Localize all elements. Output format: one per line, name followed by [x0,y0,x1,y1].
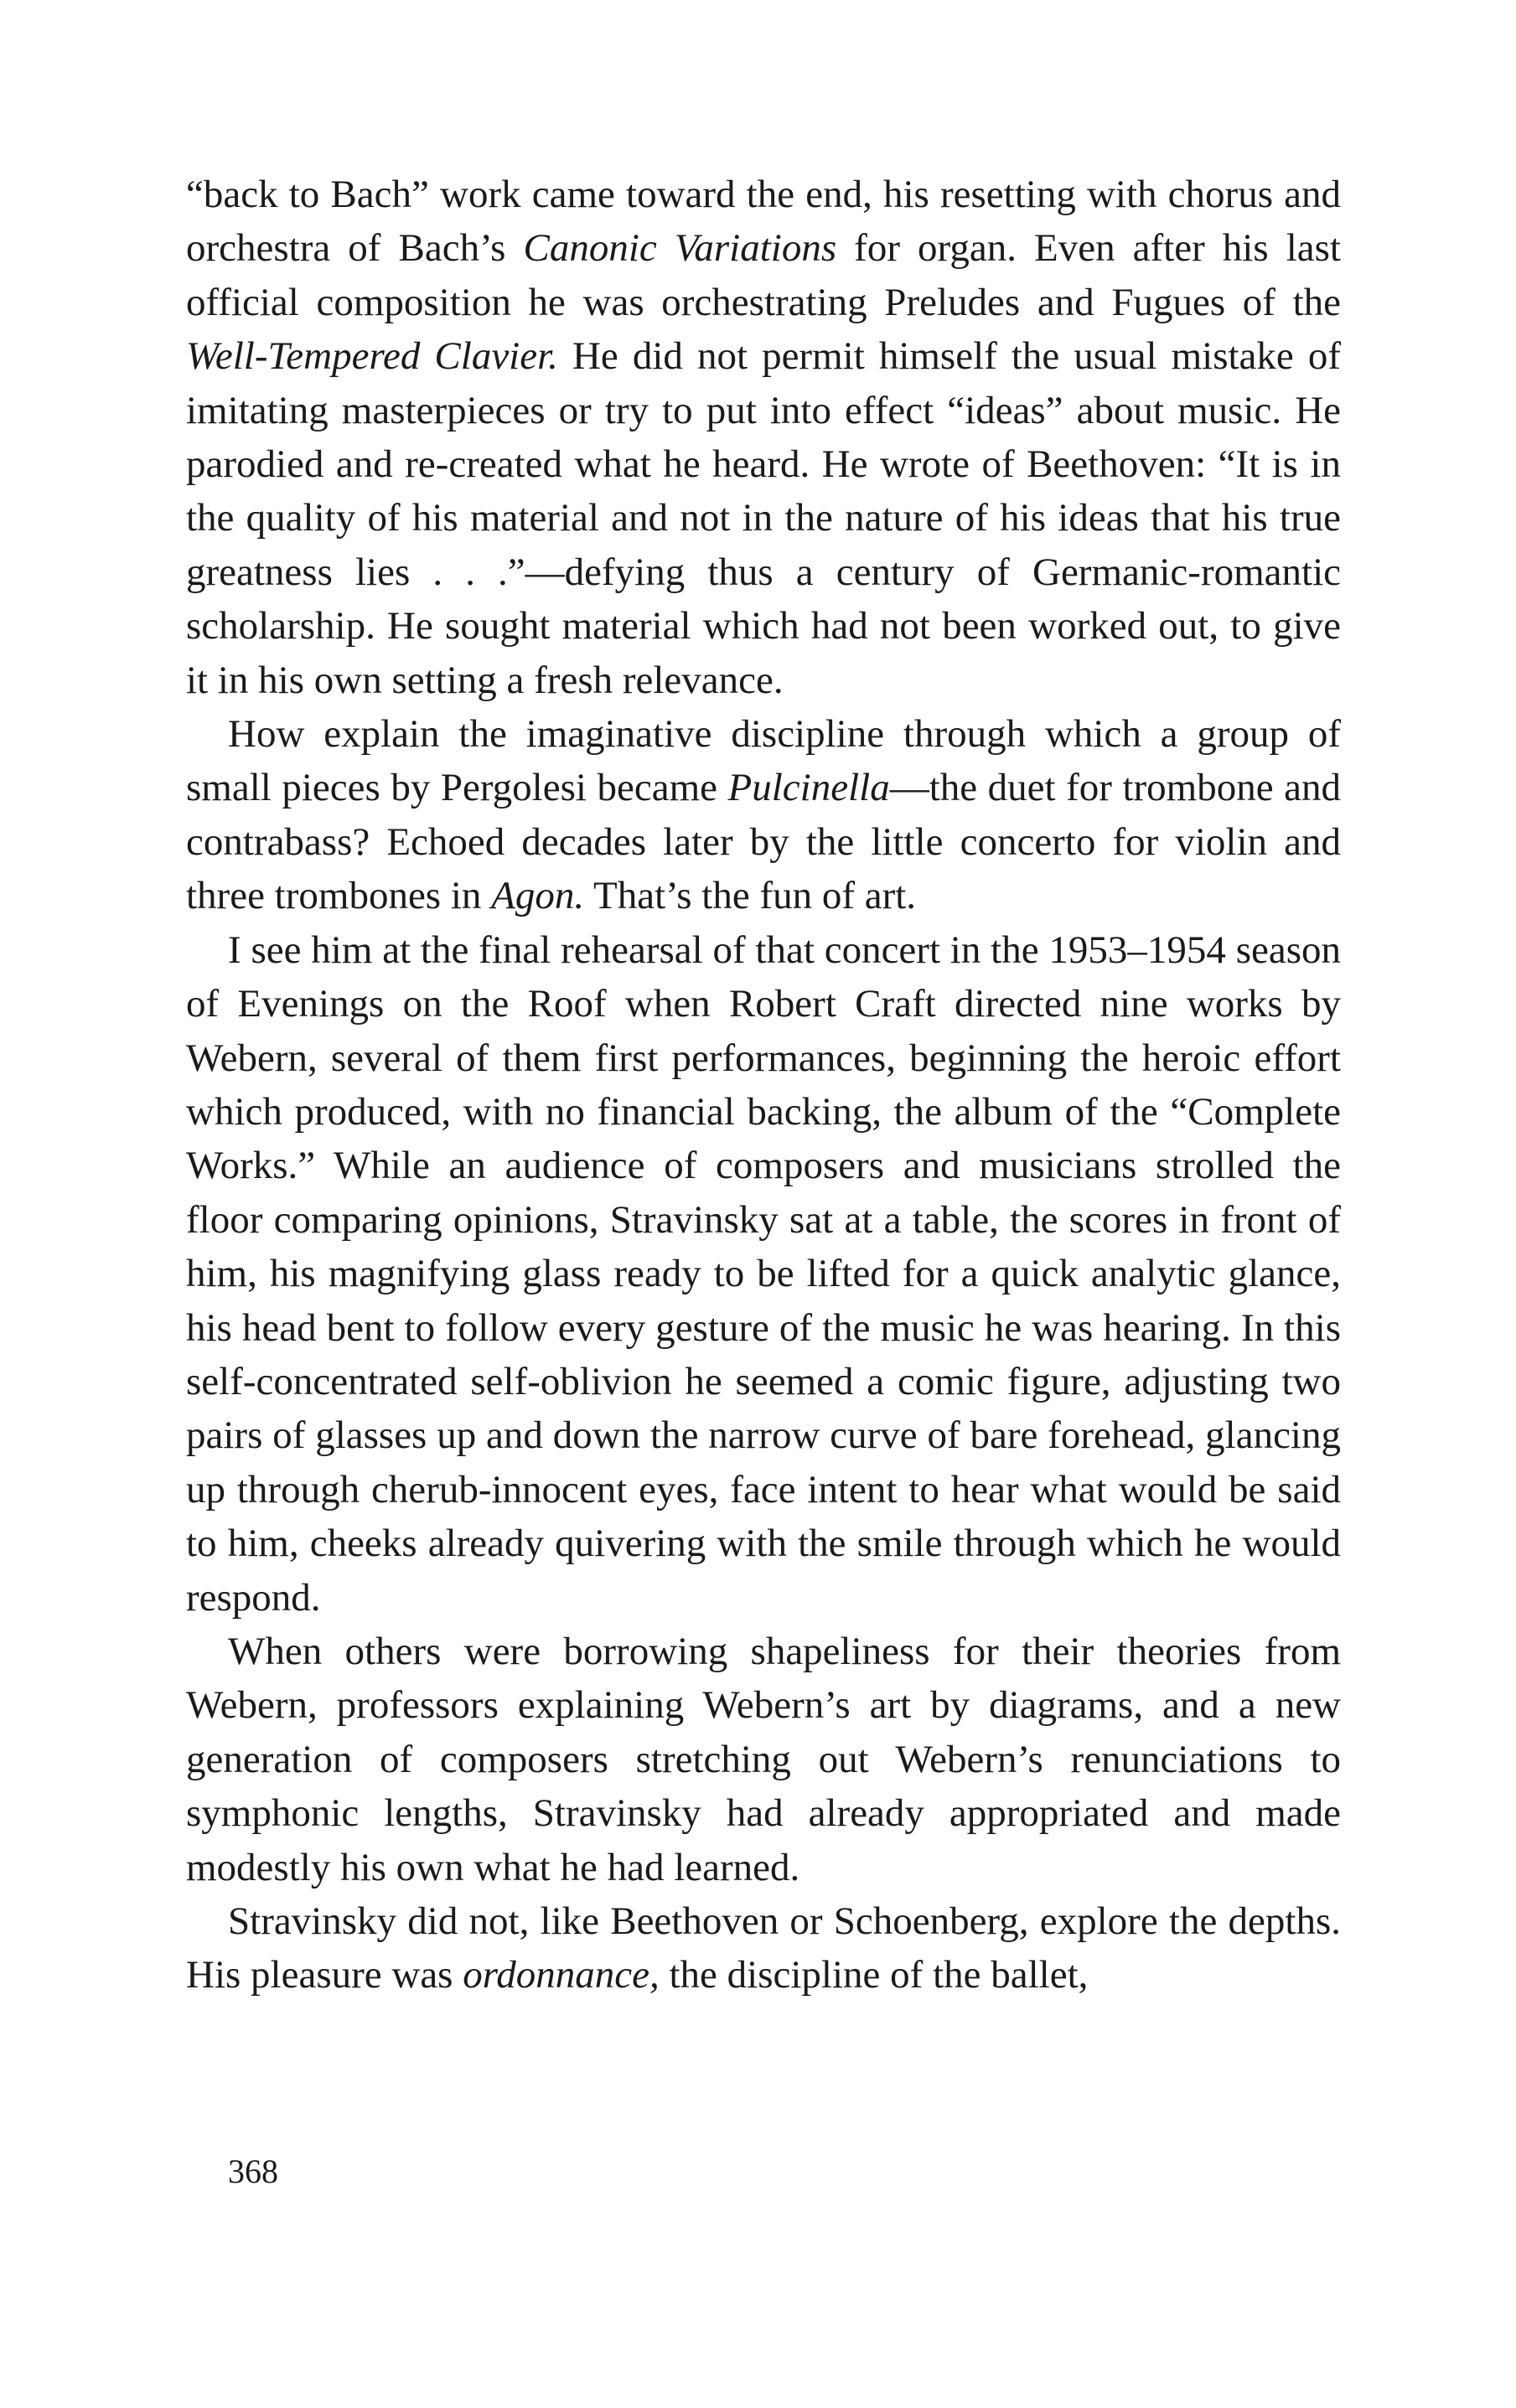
paragraph-1-segment-1: “back to Bach” work came toward the end, his resetting with chorus and orchestra of Bach’s [186,173,1341,271]
paragraph-1-italic-title-well-tempered-clavier: Well-Tempered Clavier. [186,334,558,379]
paragraph-4 [186,1625,1341,1894]
paragraph-3-segment-1: I see him at the final rehearsal of that concert in the 1953–1954 season of Evenings on the Roof when Robert Craft directed nine works by Webern, several of them first performances, beginning the heroic effort which produced, with no financial backing, the album of the “Complete Works.” While an audience of composers and musicians strolled the floor comparing opinions, Stravinsky sat at a table, the scores in front of him, his magnifying glass ready to be lifted for a quick analytic glance, his head bent to follow every gesture of the music he was hearing. In this self-concentrated self-oblivion he seemed a comic figure, adjusting two pairs of glasses up and down the narrow curve of bare forehead, glancing up through cherub-innocent eyes, face intent to hear what would be said to him, cheeks already quivering with the smile through which he would respond. [186,928,1341,1620]
paragraph-2-segment-1: How explain the imaginative discipline through which a group of small pieces by Pergolesi became [186,712,1341,810]
paragraph-2-italic-title-agon: Agon. [491,874,585,918]
paragraph-2-segment-5: That’s the fun of art. [584,874,917,918]
paragraph-5 [186,1894,1341,2002]
page-number: 368 [228,2152,278,2190]
paragraph-5-segment-3: the discipline of the ballet, [659,1953,1089,1997]
paragraph-1-segment-5: He did not permit himself the usual mistake of imitating masterpieces or try to put into effect “ideas” about music. He parodied and re-created what he heard. He wrote of Beethoven: “It is in the quality of his material and not in the nature of his ideas that his true greatness lies . . .”—defying thus a century of Germanic-romantic scholarship. He sought material which had not been worked out, to give it in his own setting a fresh relevance. [186,334,1341,702]
book-page-body [186,168,1341,2002]
paragraph-5-italic-word-ordonnance: ordonnance, [463,1953,660,1997]
paragraph-1-segment-3: for organ. Even after his last official composition he was orchestrating Preludes and Fugues of the [186,226,1341,324]
paragraph-5-segment-1: Stravinsky did not, like Beethoven or Schoenberg, explore the depths. His pleasure was [186,1899,1341,1997]
paragraph-2-segment-3: —the duet for trombone and contrabass? Echoed decades later by the little concerto for violin and three trombones in [186,766,1341,918]
paragraph-1 [186,168,1341,707]
paragraph-1-italic-title-canonic-variations: Canonic Variations [523,226,837,271]
paragraph-2-italic-title-pulcinella: Pulcinella [727,766,890,810]
paragraph-3 [186,923,1341,1625]
paragraph-2 [186,707,1341,923]
paragraph-4-segment-1: When others were borrowing shapeliness for their theories from Webern, professors explaining Webern’s art by diagrams, and a new generation of composers stretching out Webern’s renunciations to symphonic lengths, Stravinsky had already appropriated and made modestly his own what he had learned. [186,1629,1341,1889]
